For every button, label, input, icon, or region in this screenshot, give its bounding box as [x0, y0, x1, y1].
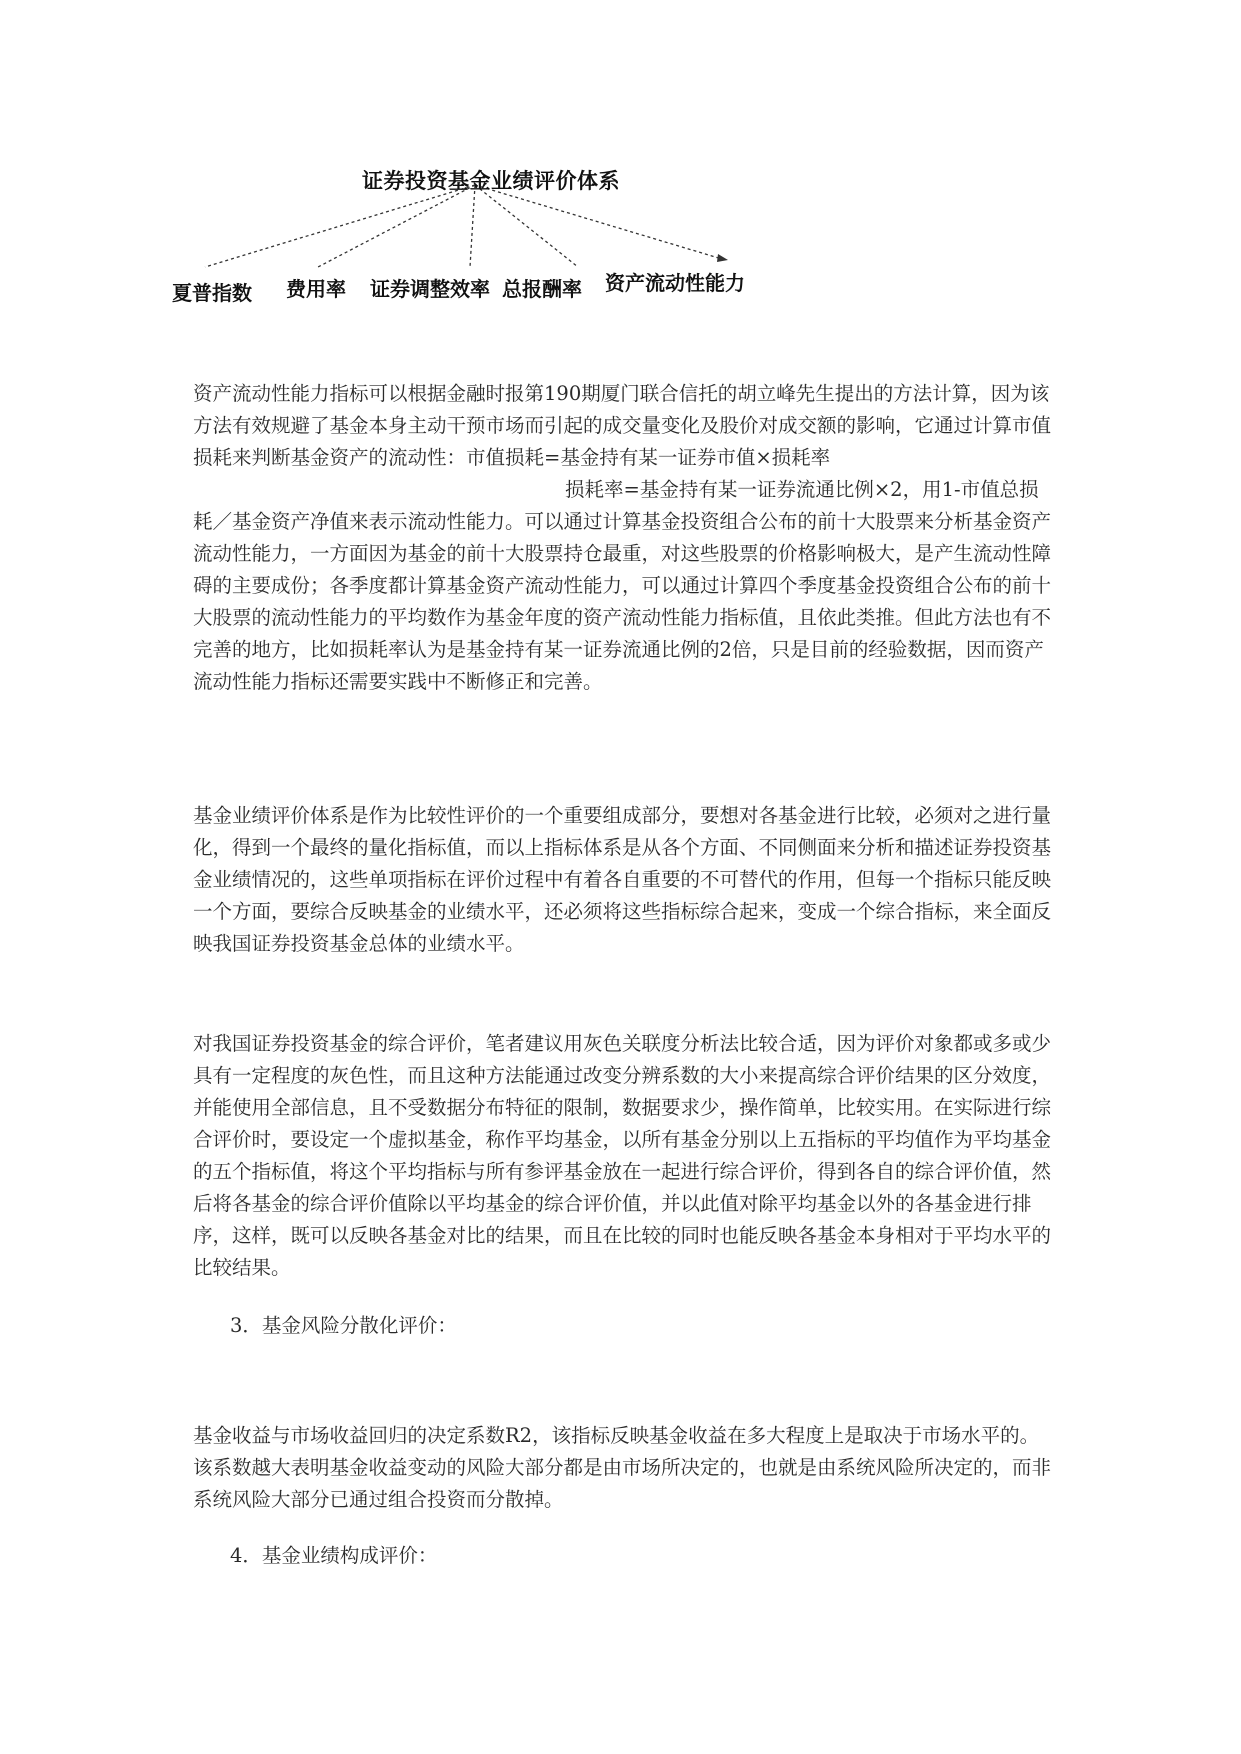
- paragraph-r2: 基金收益与市场收益回归的决定系数R2，该指标反映基金收益在多大程度上是取决于市场水平的。该系数越大表明基金收益变动的风险大部分都是由市场所决定的，也就是由系统风险所决定的，而非系统风险大部分已通过组合投资而分散掉。: [193, 1424, 1052, 1511]
- paragraph-comprehensive-evaluation: 对我国证券投资基金的综合评价，笔者建议用灰色关联度分析法比较合适，因为评价对象都或多或少具有一定程度的灰色性，而且这种方法能通过改变分辨系数的大小来提高综合评价结果的区分效度，并能使用全部信息，且不受数据分布特征的限制，数据要求少，操作简单，比较实用。在实际进行综合评价时，要设定一个虚拟基金，称作平均基金，以所有基金分别以上五指标的平均值作为平均基金的五个指标值，将这个平均指标与所有参评基金放在一起进行综合评价，得到各自的综合评价值，然后将各基金的综合评价值除以平均基金的综合评价值，并以此值对除平均基金以外的各基金进行排序，这样，既可以反映各基金对比的结果，而且在比较的同时也能反映各基金本身相对于平均水平的比较结果。: [193, 1032, 1052, 1279]
- connector-adjust: [470, 185, 475, 267]
- evaluation-system-diagram: [172, 155, 880, 305]
- paragraph-liquidity-part1: 资产流动性能力指标可以根据金融时报第190期厦门联合信托的胡立峰先生提出的方法计算，因为该方法有效规避了基金本身主动干预市场而引起的成交量变化及股价对成交额的影响，它通过计算市值损耗来判断基金资产的流动性：市值损耗=基金持有某一证券市值×损耗率: [193, 382, 1052, 469]
- diagram-node-expense: 费用率: [286, 277, 346, 301]
- diagram-node-adjust: 证券调整效率: [370, 277, 490, 301]
- heading-risk-diversification: 3．基金风险分散化评价：: [230, 1314, 457, 1337]
- diagram-root-label: 证券投资基金业绩评价体系: [362, 169, 620, 193]
- connector-sharpe: [205, 185, 475, 267]
- diagram-node-liquidity: 资产流动性能力: [605, 271, 745, 295]
- arrowhead: [717, 254, 728, 262]
- paragraph-liquidity-part2: 损耗率=基金持有某一证券流通比例×2，用1-市值总损耗／基金资产净值来表示流动性能力。可以通过计算基金投资组合公布的前十大股票来分析基金资产流动性能力，一方面因为基金的前十大股票持仓最重，对这些股票的价格影响极大，是产生流动性障碍的主要成份；各季度都计算基金资产流动性能力，可以通过计算四个季度基金投资组合公布的前十大股票的流动性能力的平均数作为基金年度的资产流动性能力指标值，且依此类推。但此方法也有不完善的地方，比如损耗率认为是基金持有某一证券流通比例的2倍，只是目前的经验数据，因而资产流动性能力指标还需要实践中不断修正和完善。: [193, 478, 1052, 693]
- paragraph-liquidity: [193, 378, 1053, 698]
- heading-performance-composition: 4．基金业绩构成评价：: [230, 1544, 438, 1567]
- connector-total: [475, 185, 578, 267]
- diagram-node-sharpe: 夏普指数: [172, 281, 252, 305]
- connector-liquidity: [475, 185, 722, 259]
- paragraph-evaluation-system: 基金业绩评价体系是作为比较性评价的一个重要组成部分，要想对各基金进行比较，必须对之进行量化，得到一个最终的量化指标值，而以上指标体系是从各个方面、不同侧面来分析和描述证券投资基金业绩情况的，这些单项指标在评价过程中有着各自重要的不可替代的作用，但每一个指标只能反映一个方面，要综合反映基金的业绩水平，还必须将这些指标综合起来，变成一个综合指标，来全面反映我国证券投资基金总体的业绩水平。: [193, 804, 1052, 955]
- diagram-node-total: 总报酬率: [502, 277, 582, 301]
